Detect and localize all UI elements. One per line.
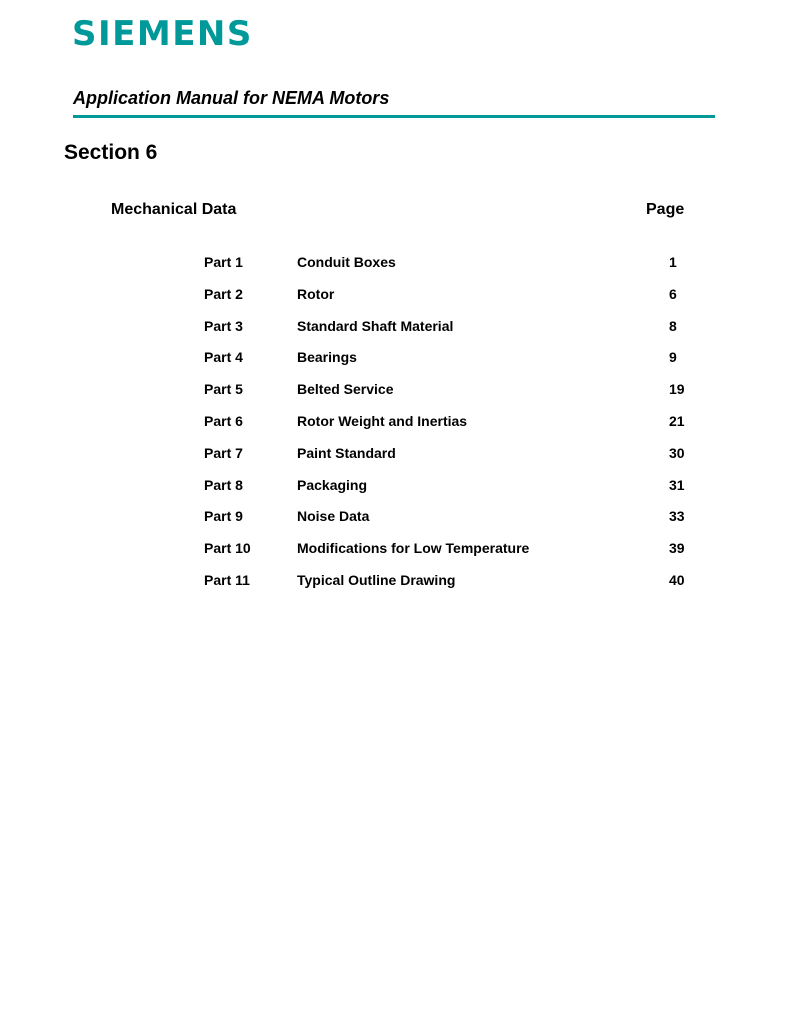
toc-page-number: 21 — [669, 412, 685, 429]
toc-part-label: Part 3 — [204, 317, 243, 334]
toc-part-title: Typical Outline Drawing — [297, 571, 456, 588]
toc-part-title: Paint Standard — [297, 444, 396, 461]
toc-row — [0, 443, 791, 475]
page-column-header: Page — [646, 201, 685, 218]
toc-part-label: Part 2 — [204, 285, 243, 302]
toc-row — [0, 252, 791, 284]
toc-page-number: 8 — [669, 317, 677, 334]
table-of-contents — [0, 252, 791, 602]
toc-page-number: 30 — [669, 444, 685, 461]
toc-part-title: Conduit Boxes — [297, 254, 396, 270]
toc-part-label: Part 7 — [204, 444, 243, 461]
manual-title: Application Manual for NEMA Motors — [73, 88, 390, 108]
toc-part-label: Part 4 — [204, 349, 243, 366]
toc-page-number: 9 — [669, 349, 677, 366]
toc-part-title: Standard Shaft Material — [297, 317, 454, 334]
toc-part-label: Part 5 — [204, 381, 243, 398]
toc-part-title: Rotor — [297, 285, 335, 302]
toc-part-label: Part 1 — [204, 254, 243, 270]
toc-part-title: Rotor Weight and Inertias — [297, 412, 468, 429]
toc-row — [0, 570, 791, 602]
toc-row — [0, 284, 791, 316]
toc-part-title: Packaging — [297, 476, 368, 493]
toc-row — [0, 316, 791, 348]
toc-row — [0, 475, 791, 507]
toc-page-number: 6 — [669, 285, 677, 302]
toc-page-number: 31 — [669, 476, 685, 493]
toc-page-number: 1 — [669, 254, 677, 270]
toc-part-label: Part 11 — [204, 571, 250, 588]
toc-row — [0, 411, 791, 443]
toc-part-title: Belted Service — [297, 381, 394, 398]
subsection-title: Mechanical Data — [111, 201, 237, 218]
toc-part-title: Modifications for Low Temperature — [297, 540, 530, 557]
toc-row — [0, 538, 791, 570]
toc-page-number: 33 — [669, 508, 685, 525]
toc-part-label: Part 8 — [204, 476, 243, 493]
toc-row — [0, 506, 791, 538]
toc-page-number: 39 — [669, 540, 685, 557]
toc-part-title: Noise Data — [297, 508, 370, 525]
section-title: Section 6 — [64, 141, 158, 164]
toc-row — [0, 347, 791, 379]
header-divider — [73, 115, 715, 118]
siemens-logo: SIEMENS — [72, 14, 253, 54]
toc-page-number: 19 — [669, 381, 685, 398]
toc-page-number: 40 — [669, 571, 685, 588]
toc-row — [0, 379, 791, 411]
toc-part-label: Part 6 — [204, 412, 243, 429]
toc-part-label: Part 9 — [204, 508, 243, 525]
toc-part-title: Bearings — [297, 349, 357, 366]
toc-part-label: Part 10 — [204, 540, 251, 557]
